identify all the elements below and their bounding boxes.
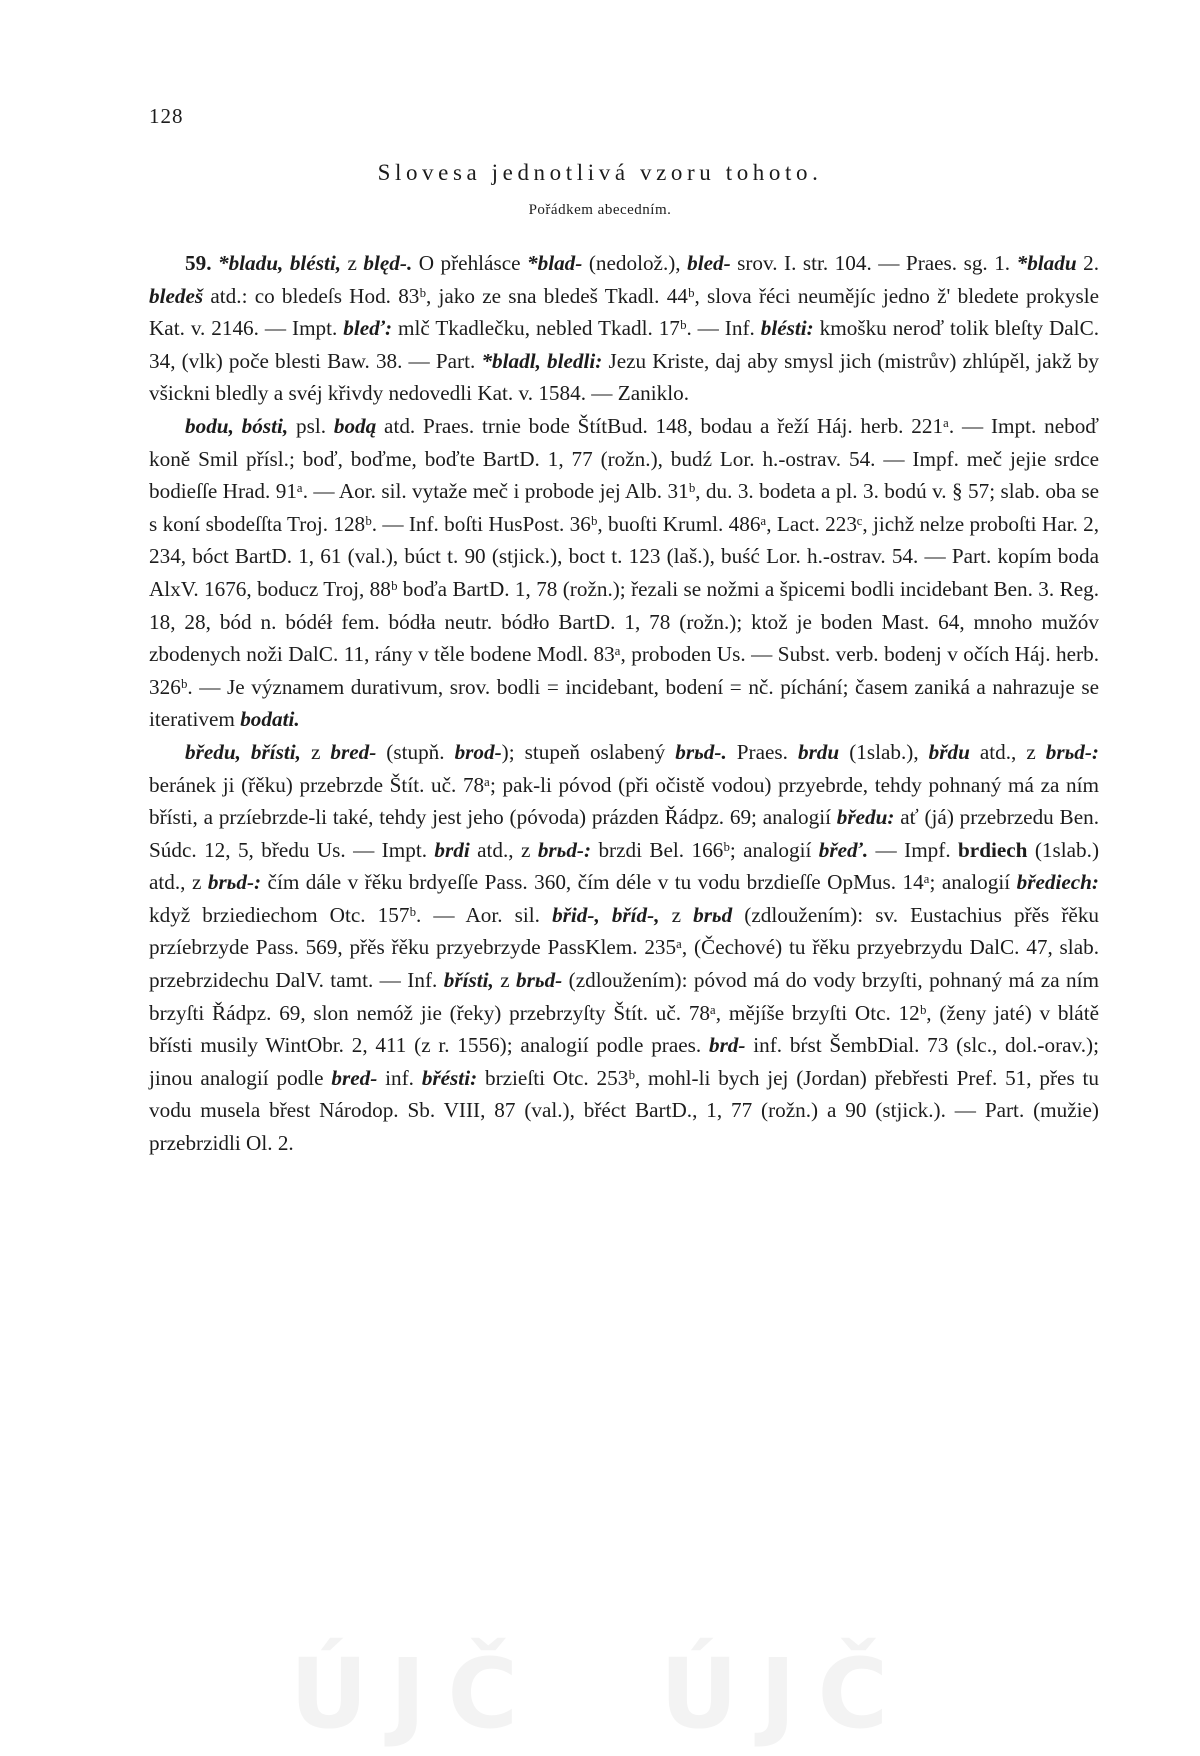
dictionary-entry [149, 247, 1099, 410]
form: *blad- [527, 251, 583, 275]
entry-text: ať (já) przebrzedu Ben. Súdc. 12, 5, bředu Us. — Impt. [149, 805, 1099, 862]
form: bledeš [149, 283, 204, 308]
form: brdu [797, 739, 840, 764]
entry-text: — Impf. [868, 837, 959, 862]
form: brьd- [516, 968, 563, 993]
bold-word: brdiech [958, 837, 1028, 862]
entry-text: mlč Tkadlečku, nebled Tkadl. 17ᵇ. — Inf. [392, 316, 761, 341]
entry-text: 2. [1076, 251, 1100, 275]
entry-text: (1slab.), [839, 739, 929, 764]
form: břdu [928, 739, 970, 764]
form: břediech: [1016, 870, 1099, 895]
watermark [0, 1638, 1200, 1750]
form: brьd-: [537, 837, 592, 862]
entry-text: Jezu Kriste, daj aby smysl jich (mistrův) zhlúpěl, jakž by všickni bledly a svéj křivdy nedovedli Kat. v. 1584. — Zaniklo. [149, 348, 1099, 406]
form: *bladl, bledli: [481, 348, 603, 373]
entry-text: kmošku neroď tolik bleſty DalC. 34, (vlk) poče blesti Baw. 38. — Part. [149, 316, 1099, 373]
entry-text: atd. Praes. trnie bode ŠtítBud. 148, bodau a řeží Háj. herb. 221ᵃ. — Impt. neboď koně Smil přísl.; boď, boďme, boďte BartD. 1, 77 (rožn.), budź Lor. h.-ostrav. 54. — Impf. meč jejie srdce bodieſſe Hrad. 91ᵃ. — Aor. sil. vytaže meč i probode jej Alb. 31ᵇ, du. 3. bodeta a pl. 3. bodú v. § 57; slab. oba se s koní sbodeſſta Troj. 128ᵇ. — Inf. boſti HusPost. 36ᵇ, buoſti Kruml. 486ᵃ, Lact. 223ᶜ, jichž nelze proboſti Har. 2, 234, bóct BartD. 1, 61 (val.), búct t. 90 (stjick.), boct t. 123 (laš.), buść Lor. h.-ostrav. 54. — Part. kopím boda AlxV. 1676, boducz Troj, 88ᵇ boďa BartD. 1, 78 (rožn.); řezali se nožmi a špicemi bodli incidebant Ben. 3. Reg. 18, 28, bód n. bódéł fem. bódła neutr. bódło BartD. 1, 78 (rožn.); ktož je boden Mast. 64, mnoho mužóv zbodenych noži DalC. 11, rány v těle bodene Modl. 83ᵃ, proboden Us. — Subst. verb. bodenj v očích Háj. herb. 326ᵇ. — Je významem durativum, srov. bodli = incidebant, bodení = nč. píchání; časem zaniká a nahrazuje se iterativem [149, 413, 1099, 732]
entry-text: psl. [288, 413, 334, 438]
entry-text: z [341, 251, 364, 275]
form: břid-, bříd-, [552, 902, 660, 927]
headword: *bladu, blésti, [217, 251, 342, 275]
form: brьd-. [675, 739, 727, 764]
entry-text: inf. [377, 1065, 422, 1090]
form: bleď: [343, 316, 393, 341]
entry-text: čím dále v řěku brdyeſſe Pass. 360, čím déle v tu vodu brzdieſſe OpMus. 14ᵃ; analogií [261, 870, 1017, 895]
entry-text: brzieſti Otc. 253ᵇ, mohl-li bych jej (Jordan) přebřesti Pref. 51, přes tu vodu musela břest Národop. Sb. VIII, 87 (val.), břéct BartD., 1, 77 (rožn.) a 90 (stjick.). — Part. (mužie) przebrzidli Ol. 2. [149, 1065, 1100, 1156]
watermark-right: ÚJČ [660, 1638, 911, 1750]
entry-text: z [300, 739, 331, 764]
form: břísti, [443, 968, 494, 993]
entry-text: beránek ji (řěku) przebrzde Štít. uč. 78ᵃ; pak-li póvod (při očistě vodou) przyebrde, tehdy pohnaný má za ním břísti, a przíebrzde-li také, tehdy jest jeho (póvoda) prázden Řádpz. 69; analogií [149, 772, 1099, 830]
form: brod- [454, 739, 502, 764]
form: břésti: [421, 1065, 478, 1090]
form: blésti: [760, 316, 814, 341]
form: blęd-. [363, 251, 413, 275]
entry-text: z [493, 968, 517, 993]
form: brьd [693, 902, 733, 927]
dictionary-entry [149, 736, 1099, 1160]
entry-text: atd.: co bledeſs Hod. 83ᵇ, jako ze sna bledeš Tkadl. 44ᵇ, slova řéci neumějíc jedno ž' bledete prokysle Kat. v. 2146. — Impt. [149, 283, 1099, 341]
entry-text: Praes. [726, 739, 798, 764]
entry-text: O přehlásce [412, 251, 528, 275]
entry-text: (nedolož.), [582, 251, 688, 275]
form: brьd-: [1045, 739, 1099, 764]
entry-text: (zdloužením): sv. Eustachius přěs řěku przíebrzyde Pass. 569, přěs řěku przyebrzyde PassKlem. 235ᵃ, (Čechové) tu řěku przyebrzydu DalC. 47, slab. przebrzidechu DalV. tamt. — Inf. [149, 902, 1100, 993]
headword: bředu, břísti, [185, 739, 301, 764]
entry-text: atd., z [469, 837, 538, 862]
entry-text: (1slab.) atd., z [149, 837, 1099, 895]
form: bred- [330, 739, 377, 764]
dictionary-body [149, 247, 1099, 1160]
entry-text: inf. bŕst ŠembDial. 73 (slc., dol.-orav.); jinou analogií podle [149, 1033, 1099, 1090]
section-subheading: Pořádkem abecedním. [528, 202, 672, 218]
form: břeď. [818, 837, 869, 862]
entry-text: (zdloužením): póvod má do vody brzyſti, pohnaný má za ním brzyſti Řádpz. 69, slon nemóž jie (řeky) przebrzyſty Štít. uč. 78ᵃ, mějíše brzyſti Otc. 12ᵇ, (ženy jaté) v blátě břísti musily WintObr. 2, 411 (z r. 1556); analogií podle praes. [149, 968, 1099, 1058]
entry-text: když brziediechom Otc. 157ᵇ. — Aor. sil. [149, 902, 553, 927]
form: bled- [687, 251, 731, 275]
entry-text: ); stupeň oslabený [501, 739, 676, 764]
form: brdi [434, 837, 470, 862]
entry-text: z [659, 902, 694, 927]
form: brd- [708, 1033, 746, 1058]
entry-text: (stupň. [376, 739, 455, 764]
entry-text: atd., z [969, 739, 1046, 764]
page-number: 128 [149, 104, 184, 128]
form: *bladu [1016, 251, 1077, 275]
entry-number: 59. [185, 251, 212, 275]
form: bředu: [836, 805, 895, 830]
headword: bodu, bósti, [185, 413, 289, 438]
entry-text: brzdi Bel. 166ᵇ; analogií [591, 837, 819, 862]
form: bodą [333, 413, 377, 438]
dictionary-entry [149, 410, 1099, 736]
form: brьd-: [207, 870, 262, 895]
entry-text: srov. I. str. 104. — Praes. sg. 1. [730, 251, 1017, 275]
watermark-left: ÚJČ [289, 1638, 540, 1750]
section-heading: Slovesa jednotlivá vzoru tohoto. [377, 160, 823, 185]
form: bodati. [240, 707, 300, 732]
form: bred- [331, 1065, 378, 1090]
